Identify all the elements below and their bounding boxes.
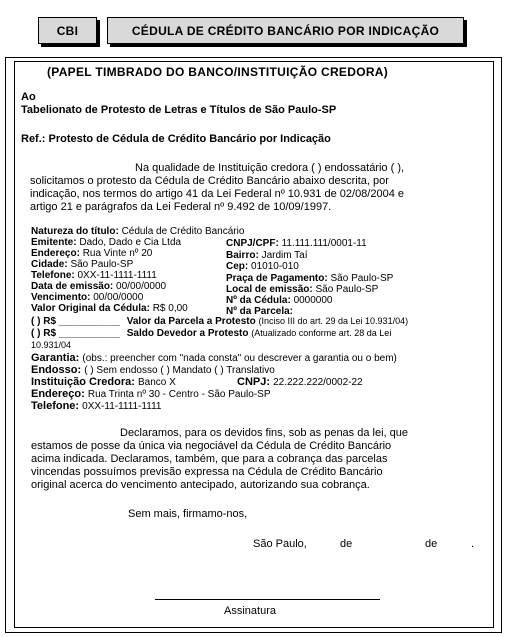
telefone2-label: Telefone: (31, 400, 80, 412)
parcela-checkbox[interactable]: ( ) R$ ___________ (31, 316, 120, 327)
instituicao-cnpj-label: CNPJ: (237, 376, 271, 388)
bairro-label: Bairro: (226, 250, 259, 261)
recipient-to: Ao (21, 91, 36, 103)
praca-label: Praça de Pagamento: (226, 273, 328, 284)
endereco2-value: Rua Trinta nº 30 - Centro - São Paulo-SP (87, 389, 271, 400)
praca-value: São Paulo-SP (330, 273, 394, 284)
valor-original-value: R$ 0,00 (152, 303, 188, 314)
saldo-note: (Atualizado conforme art. 28 da Lei (251, 328, 392, 338)
declaration-line-3: acima indicada. Declaramos, também, que para a cobrança das parcelas (31, 453, 388, 465)
emitente-label: Emitente: (31, 237, 77, 248)
endosso-options[interactable]: ( ) Sem endosso ( ) Mandato ( ) Translativo (84, 365, 275, 376)
emitente-value: Dado, Dado e Cia Ltda (79, 237, 182, 248)
intro-line-2: solicitamos o protesto da Cédula de Crédito Bancário abaixo descrita, por (30, 175, 389, 187)
vencimento-label: Vencimento: (31, 292, 91, 303)
saldo-label: Saldo Devedor a Protesto (126, 328, 249, 339)
declaration-line-2: estamos de posse da única via negociável da Cédula de Crédito Bancário (31, 440, 392, 452)
num-parcela-label: Nº da Parcela: (226, 306, 294, 317)
document-code-box (38, 17, 97, 44)
document-code: CBI (56, 23, 79, 38)
vencimento-value: 00/00/0000 (93, 292, 144, 303)
reference: Ref.: Protesto de Cédula de Crédito Bancário por Indicação (21, 133, 331, 145)
endereco-label: Endereço: (31, 248, 80, 259)
valor-original-label: Valor Original da Cédula: (31, 303, 150, 314)
endereco-value: Rua Vinte nº 20 (82, 248, 153, 259)
telefone-value: 0XX-11-1111-1111 (77, 270, 157, 281)
parcela-label: Valor da Parcela a Protesto (126, 316, 256, 327)
natureza-value: Cédula de Crédito Bancário (121, 226, 245, 237)
telefone-label: Telefone: (31, 270, 75, 281)
endereco2-label: Endereço: (31, 388, 85, 400)
data-emissao-label: Data de emissão: (31, 281, 114, 292)
declaration-line-1: Declaramos, para os devidos fins, sob as penas da lei, que (120, 427, 408, 439)
instituicao-cnpj-value: 22.222.222/0002-22 (273, 377, 363, 388)
declaration-line-5: original acerca do vencimento antecipado, autorizando sua cobrança. (31, 479, 370, 491)
cidade-value: São Paulo-SP (70, 259, 134, 270)
cnpj-label: CNPJ/CPF: (226, 238, 279, 249)
local-emissao-value: São Paulo-SP (315, 284, 379, 295)
place-de-1: de (340, 538, 353, 550)
endosso-label: Endosso: (31, 364, 82, 376)
recipient-name: Tabelionato de Protesto de Letras e Títulos de São Paulo-SP (21, 104, 337, 116)
intro-line-1: Na qualidade de Instituição credora ( ) endossatário ( ), (135, 162, 405, 174)
bairro-value: Jardim Taí (261, 250, 308, 261)
cep-value: 01010-010 (251, 261, 299, 272)
signature-line (155, 599, 380, 600)
telefone2-value: 0XX-11-1111-1111 (82, 401, 162, 412)
signature-label: Assinatura (224, 605, 276, 617)
garantia-value: (obs.: preencher com "nada consta" ou descrever a garantia ou o bem) (82, 353, 397, 364)
data-emissao-value: 00/00/0000 (116, 281, 167, 292)
document-title: CÉDULA DE CRÉDITO BANCÁRIO POR INDICAÇÃO (131, 23, 440, 38)
document-title-box (107, 17, 464, 44)
local-emissao-label: Local de emissão: (226, 284, 313, 295)
natureza-label: Natureza do título: (31, 226, 119, 237)
cnpj-value: 11.111.111/0001-11 (281, 238, 367, 249)
saldo-checkbox[interactable]: ( ) R$ ___________ (31, 328, 120, 339)
num-cedula-label: Nº da Cédula: (226, 295, 291, 306)
cidade-label: Cidade: (31, 259, 68, 270)
instituicao-value: Banco X (137, 377, 176, 388)
saldo-note-continued: 10.931/04 (31, 340, 72, 350)
cep-label: Cep: (226, 261, 249, 272)
intro-line-4: artigo 21 e parágrafos da Lei Federal nº 9.492 de 10/09/1997. (30, 201, 332, 213)
garantia-label: Garantia: (31, 352, 80, 364)
place-dot: . (471, 538, 475, 550)
num-cedula-value: 0000000 (293, 295, 333, 306)
parcela-note: (Inciso III do art. 29 da Lei 10.931/04) (258, 316, 409, 326)
instituicao-label: Instituição Credora: (31, 376, 135, 388)
closing: Sem mais, firmamo-nos, (128, 508, 248, 520)
place-de-2: de (425, 538, 438, 550)
intro-line-3: indicação, nos termos do artigo 41 da Lei Federal nº 10.931 de 02/08/2004 e (30, 188, 404, 200)
declaration-line-4: vincendas possuímos previsão expressa na Cédula de Crédito Bancário (31, 466, 383, 478)
place-city: São Paulo, (253, 538, 307, 550)
letterhead: (PAPEL TIMBRADO DO BANCO/INSTITUIÇÃO CREDORA) (47, 65, 389, 79)
